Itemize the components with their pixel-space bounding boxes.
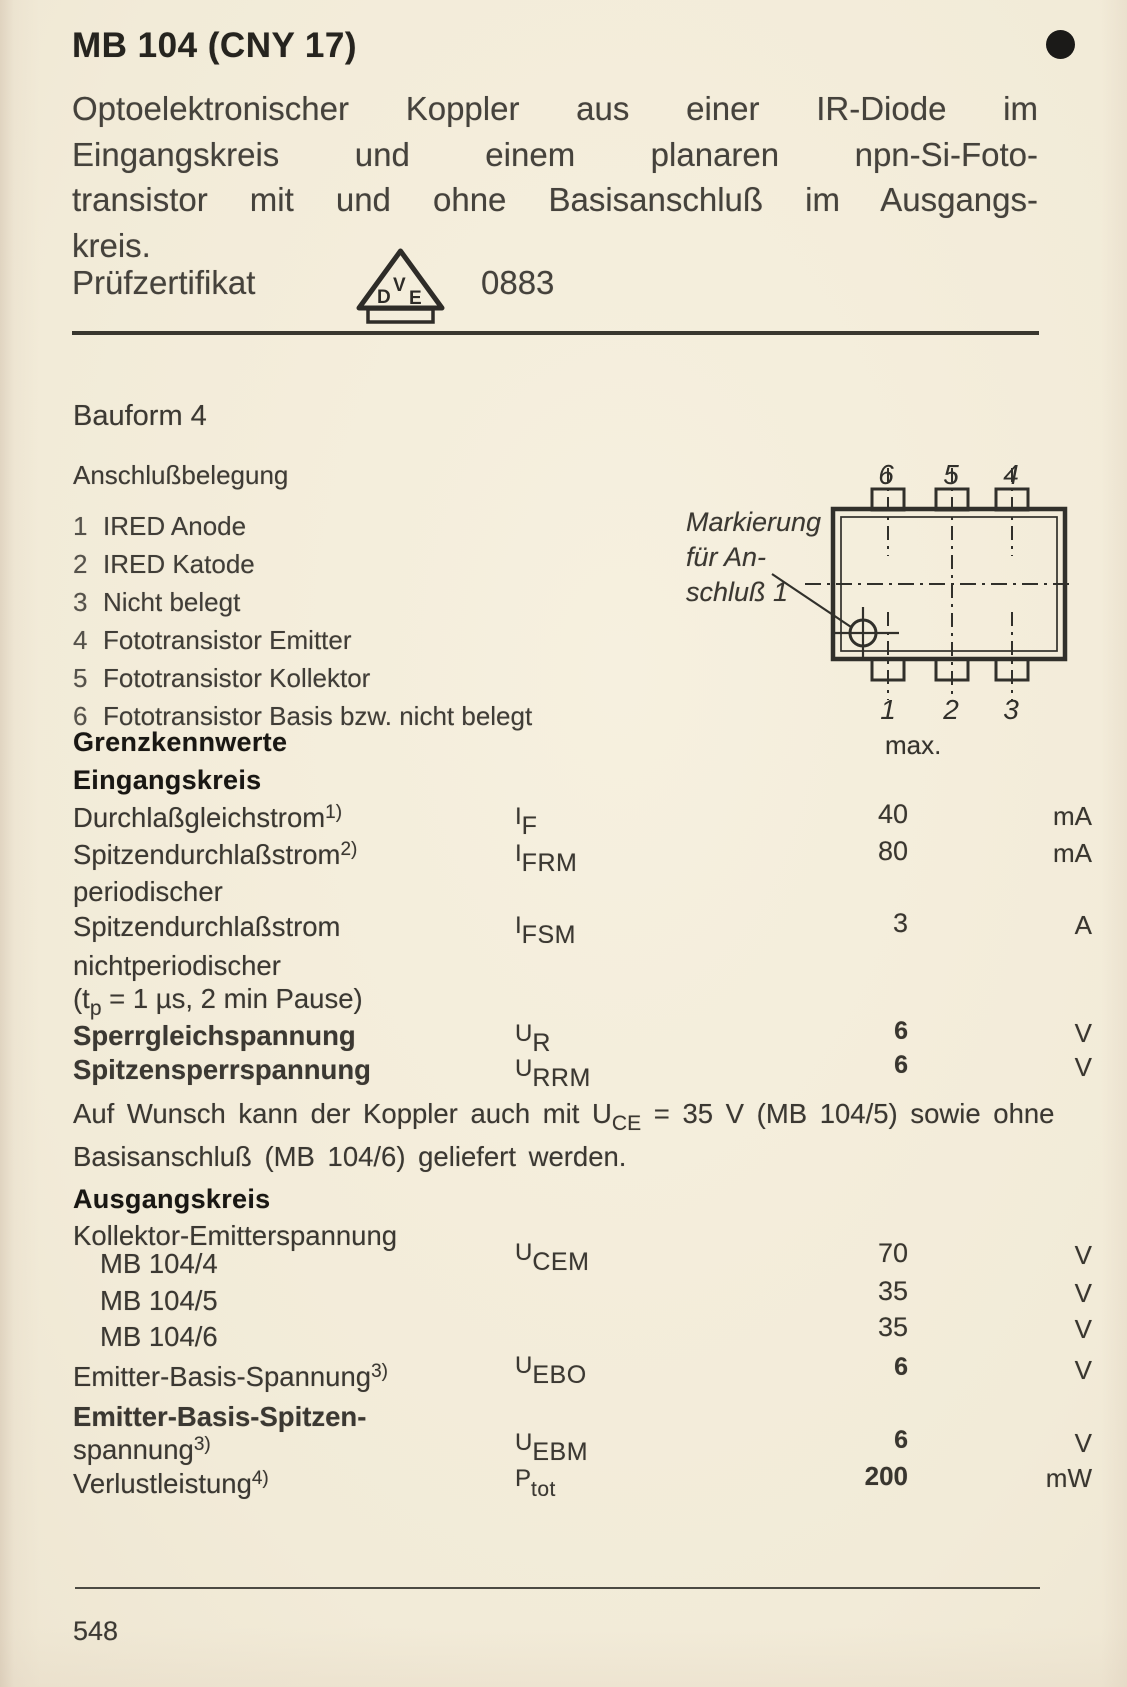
vde-logo (352, 246, 450, 326)
header-divider (72, 331, 1039, 335)
option-note-line1: Auf Wunsch kann der Koppler auch mit $U_{CE} = 35$ V (MB 104/5) sowie ohne (73, 1098, 1055, 1135)
param-label-continuation: nichtperiodischer (73, 950, 281, 981)
pin-list-item (73, 625, 352, 656)
pin3-number-label: 3 (1003, 694, 1019, 725)
param-label: MB 104/6 (100, 1321, 218, 1352)
param-value: 200 (864, 1461, 908, 1491)
param-label: Spitzensperrspannung (73, 1054, 371, 1085)
param-unit: V (1074, 1428, 1092, 1458)
pin2-number-label: 2 (943, 694, 959, 725)
param-label: Emitter-Basis-Spitzen- (73, 1401, 367, 1432)
param-group-label: Kollektor-Emitterspannung (73, 1220, 398, 1251)
param-value: 3 (892, 908, 908, 938)
marking-line: für An- (686, 542, 767, 572)
param-label: Spitzendurchlaßstrom$^{2)}$ (73, 839, 358, 870)
intro-line: Eingangskreis und einem planaren npn-Si-Foto- (72, 135, 1038, 173)
param-value: 6 (894, 1353, 908, 1381)
input-circuit-heading: Eingangskreis (73, 765, 262, 795)
pin-number: 6 (73, 701, 88, 731)
vde-letter-e: E (409, 288, 422, 309)
pin-number: 4 (73, 625, 88, 655)
marking-line: Markierung (686, 507, 822, 537)
param-symbol: UEBO (515, 1352, 587, 1389)
pin-label: Nicht belegt (103, 587, 241, 617)
pin-label: Fototransistor Kollektor (103, 663, 371, 693)
param-label: Emitter-Basis-Spannung$^{3)}$ (73, 1361, 388, 1392)
param-value: 35 (877, 1276, 908, 1306)
footnote-ref: 1) (325, 802, 343, 823)
param-unit: V (1074, 1240, 1092, 1270)
pin-list-item (73, 587, 240, 618)
param-unit: mW (1045, 1463, 1092, 1493)
param-value: 6 (894, 1017, 908, 1045)
param-value: 6 (894, 1426, 908, 1454)
option-note-line2: Basisanschluß (MB 104/6) geliefert werden. (73, 1141, 627, 1172)
param-label: MB 104/4 (100, 1248, 218, 1279)
intro-paragraph (72, 86, 1038, 268)
param-symbol: UR (515, 1020, 551, 1057)
param-unit: V (1074, 1018, 1092, 1048)
param-unit: A (1074, 910, 1092, 940)
pin-number: 1 (73, 511, 88, 541)
limits-heading: Grenzkennwerte (73, 727, 288, 757)
pin-label: IRED Anode (103, 511, 247, 541)
pin-list-item (73, 511, 246, 542)
vde-letter-d: D (377, 287, 391, 308)
pin-number: 5 (73, 663, 88, 693)
pin-number: 2 (73, 549, 88, 579)
pin-label: IRED Katode (103, 549, 255, 579)
param-unit: mA (1053, 838, 1092, 868)
param-symbol: Ptot (515, 1465, 556, 1501)
vde-letter-v: V (393, 275, 406, 296)
cert-label: Prüfzertifikat (72, 264, 256, 301)
cert-number: 0883 (481, 264, 555, 301)
param-symbol: IFSM (515, 912, 576, 949)
param-value: 35 (877, 1312, 908, 1342)
param-symbol: IF (515, 803, 538, 840)
param-symbol: IFRM (515, 840, 578, 877)
pin6-number-label: 6 (878, 459, 894, 490)
pin1-number-label: 1 (880, 694, 896, 725)
param-value: 80 (877, 836, 908, 866)
param-unit: V (1074, 1355, 1092, 1385)
param-condition: ($t_p = 1$ µs, 2 min Pause) (73, 983, 363, 1020)
intro-line: kreis. (72, 226, 151, 264)
marking-line: schluß 1 (686, 577, 789, 607)
footer-divider (75, 1587, 1040, 1589)
param-label: Sperrgleichspannung (73, 1020, 356, 1051)
pin5-number-label: 5 (943, 459, 959, 490)
footnote-ref: 2) (340, 839, 358, 860)
page-number: 548 (73, 1616, 119, 1646)
bauform-heading: Bauform 4 (73, 400, 207, 432)
footnote-ref: 4) (251, 1468, 269, 1489)
pin-list-item (73, 549, 255, 580)
output-circuit-heading: Ausgangskreis (73, 1184, 271, 1214)
pin-label: Fototransistor Basis bzw. nicht belegt (103, 701, 533, 731)
pin-number: 3 (73, 587, 88, 617)
footnote-ref: 3) (371, 1361, 388, 1382)
param-label: Verlustleistung$^{4)}$ (73, 1468, 269, 1499)
param-unit: V (1074, 1052, 1092, 1082)
page-title: MB 104 (CNY 17) (72, 26, 358, 65)
marking-leader-line (772, 574, 851, 627)
intro-line: Optoelektronischer Koppler aus einer IR-Diode im (72, 90, 1038, 127)
param-unit: V (1074, 1314, 1092, 1344)
param-symbol: UEBM (515, 1429, 589, 1466)
max-column-label: max. (885, 730, 942, 760)
pin-label: Fototransistor Emitter (103, 625, 352, 655)
param-label: Spitzendurchlaßstrom (73, 911, 341, 942)
param-label-continuation: periodischer (73, 876, 223, 907)
param-unit: mA (1053, 801, 1092, 831)
param-symbol: URRM (515, 1055, 591, 1092)
package-diagram (620, 440, 1100, 730)
pin-list-item (73, 663, 370, 694)
param-unit: V (1074, 1278, 1092, 1308)
pin4-number-label: 4 (1003, 459, 1019, 490)
vde-base-bar (368, 309, 433, 322)
pinout-heading: Anschlußbelegung (73, 460, 289, 490)
param-symbol: UCEM (515, 1239, 590, 1276)
intro-line: transistor mit und ohne Basisanschluß im Ausgangs- (72, 181, 1038, 218)
param-label: Durchlaßgleichstrom$^{1)}$ (73, 802, 343, 833)
corner-dot-icon (1046, 30, 1075, 59)
param-label: MB 104/5 (100, 1285, 218, 1316)
param-value: 70 (877, 1238, 908, 1268)
param-value: 6 (894, 1051, 908, 1079)
param-value: 40 (877, 799, 908, 829)
footnote-ref: 3) (193, 1434, 211, 1455)
param-label: spannung$^{3)}$ (73, 1434, 211, 1465)
